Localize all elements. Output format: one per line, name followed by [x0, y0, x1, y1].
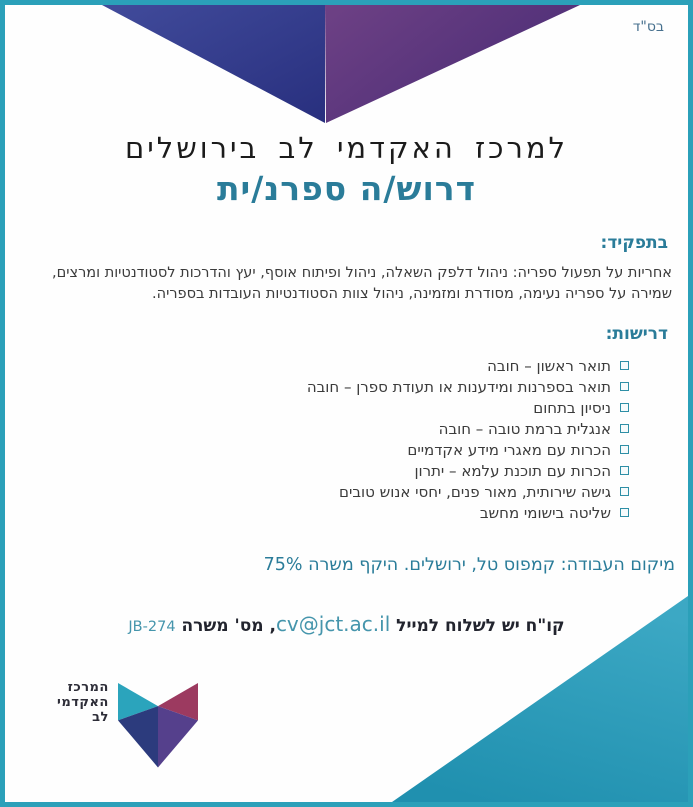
- requirement-item: [25, 397, 630, 418]
- logo-text: [57, 673, 109, 725]
- requirement-text: הכרות עם מאגרי מידע אקדמיים: [407, 440, 611, 459]
- bullet-square-icon: [620, 424, 629, 433]
- bullet-square-icon: [620, 466, 629, 475]
- requirement-item: [25, 481, 630, 502]
- requirement-item: [25, 355, 630, 376]
- triangle-navy-half: [102, 5, 325, 123]
- job-code: JB-274: [128, 619, 176, 635]
- requirement-text: גישה שירותית, מאור פנים, יחסי אנוש טובים: [339, 482, 611, 501]
- bullet-square-icon: [620, 508, 629, 517]
- requirements-section-heading: דרישות:: [605, 324, 668, 344]
- logo-text-line2: האקדמי: [57, 695, 109, 710]
- bullet-square-icon: [620, 403, 629, 412]
- requirement-item: [25, 439, 630, 460]
- jct-logo-mark-icon: [118, 673, 198, 773]
- bullet-square-icon: [620, 487, 629, 496]
- top-banner-triangle-icon: [5, 5, 688, 125]
- bsd-text: בס"ד: [632, 19, 664, 35]
- requirement-text: שליטה בישומי מחשב: [479, 503, 611, 522]
- logo-text-line1: המרכז: [67, 680, 109, 695]
- bullet-square-icon: [620, 382, 629, 391]
- role-description: אחריות על תפעול ספריה: ניהול דלפק השאלה, ניהול ופיתוח אוסף, יעץ והדרכות לסטודנטיות ומרצים, שמירה על ספריה נעימה, מסודרת ומזמינה, ניהול צוות הסטודנטיות העובדות בספריה.: [52, 265, 672, 302]
- triangle-purple-half: [325, 5, 580, 123]
- contact-middle: , מס' משרה: [175, 616, 276, 636]
- contact-email-link[interactable]: cv@jct.ac.il: [275, 612, 391, 636]
- logo-text-line3: לב: [92, 710, 109, 725]
- requirement-item: [25, 376, 630, 397]
- requirement-text: תואר בספרנות ומידענות או תעודת ספרן – חובה: [306, 377, 611, 396]
- contact-line: [5, 612, 688, 636]
- requirement-item: [25, 460, 630, 481]
- requirement-item: [25, 502, 630, 523]
- role-section-heading: בתפקיד:: [600, 233, 668, 253]
- requirement-text: תואר ראשון – חובה: [487, 356, 611, 375]
- requirement-text: ניסיון בתחום: [533, 398, 611, 417]
- bullet-square-icon: [620, 445, 629, 454]
- job-location-line: מיקום העבודה: קמפוס טל, ירושלים. היקף משרה 75%: [263, 555, 675, 575]
- requirement-text: הכרות עם תוכנת עלמא – יתרון: [414, 461, 611, 480]
- bullet-square-icon: [620, 361, 629, 370]
- job-title: דרוש/ה ספרנ/ית: [216, 169, 477, 208]
- requirement-text: אנגלית ברמת טובה – חובה: [438, 419, 611, 438]
- contact-prefix: קו"ח יש לשלוח למייל: [390, 616, 565, 636]
- requirements-list: [25, 355, 630, 523]
- jct-logo: [57, 673, 198, 773]
- page-title: למרכז האקדמי לב בירושלים: [124, 131, 569, 165]
- requirement-item: [25, 418, 630, 439]
